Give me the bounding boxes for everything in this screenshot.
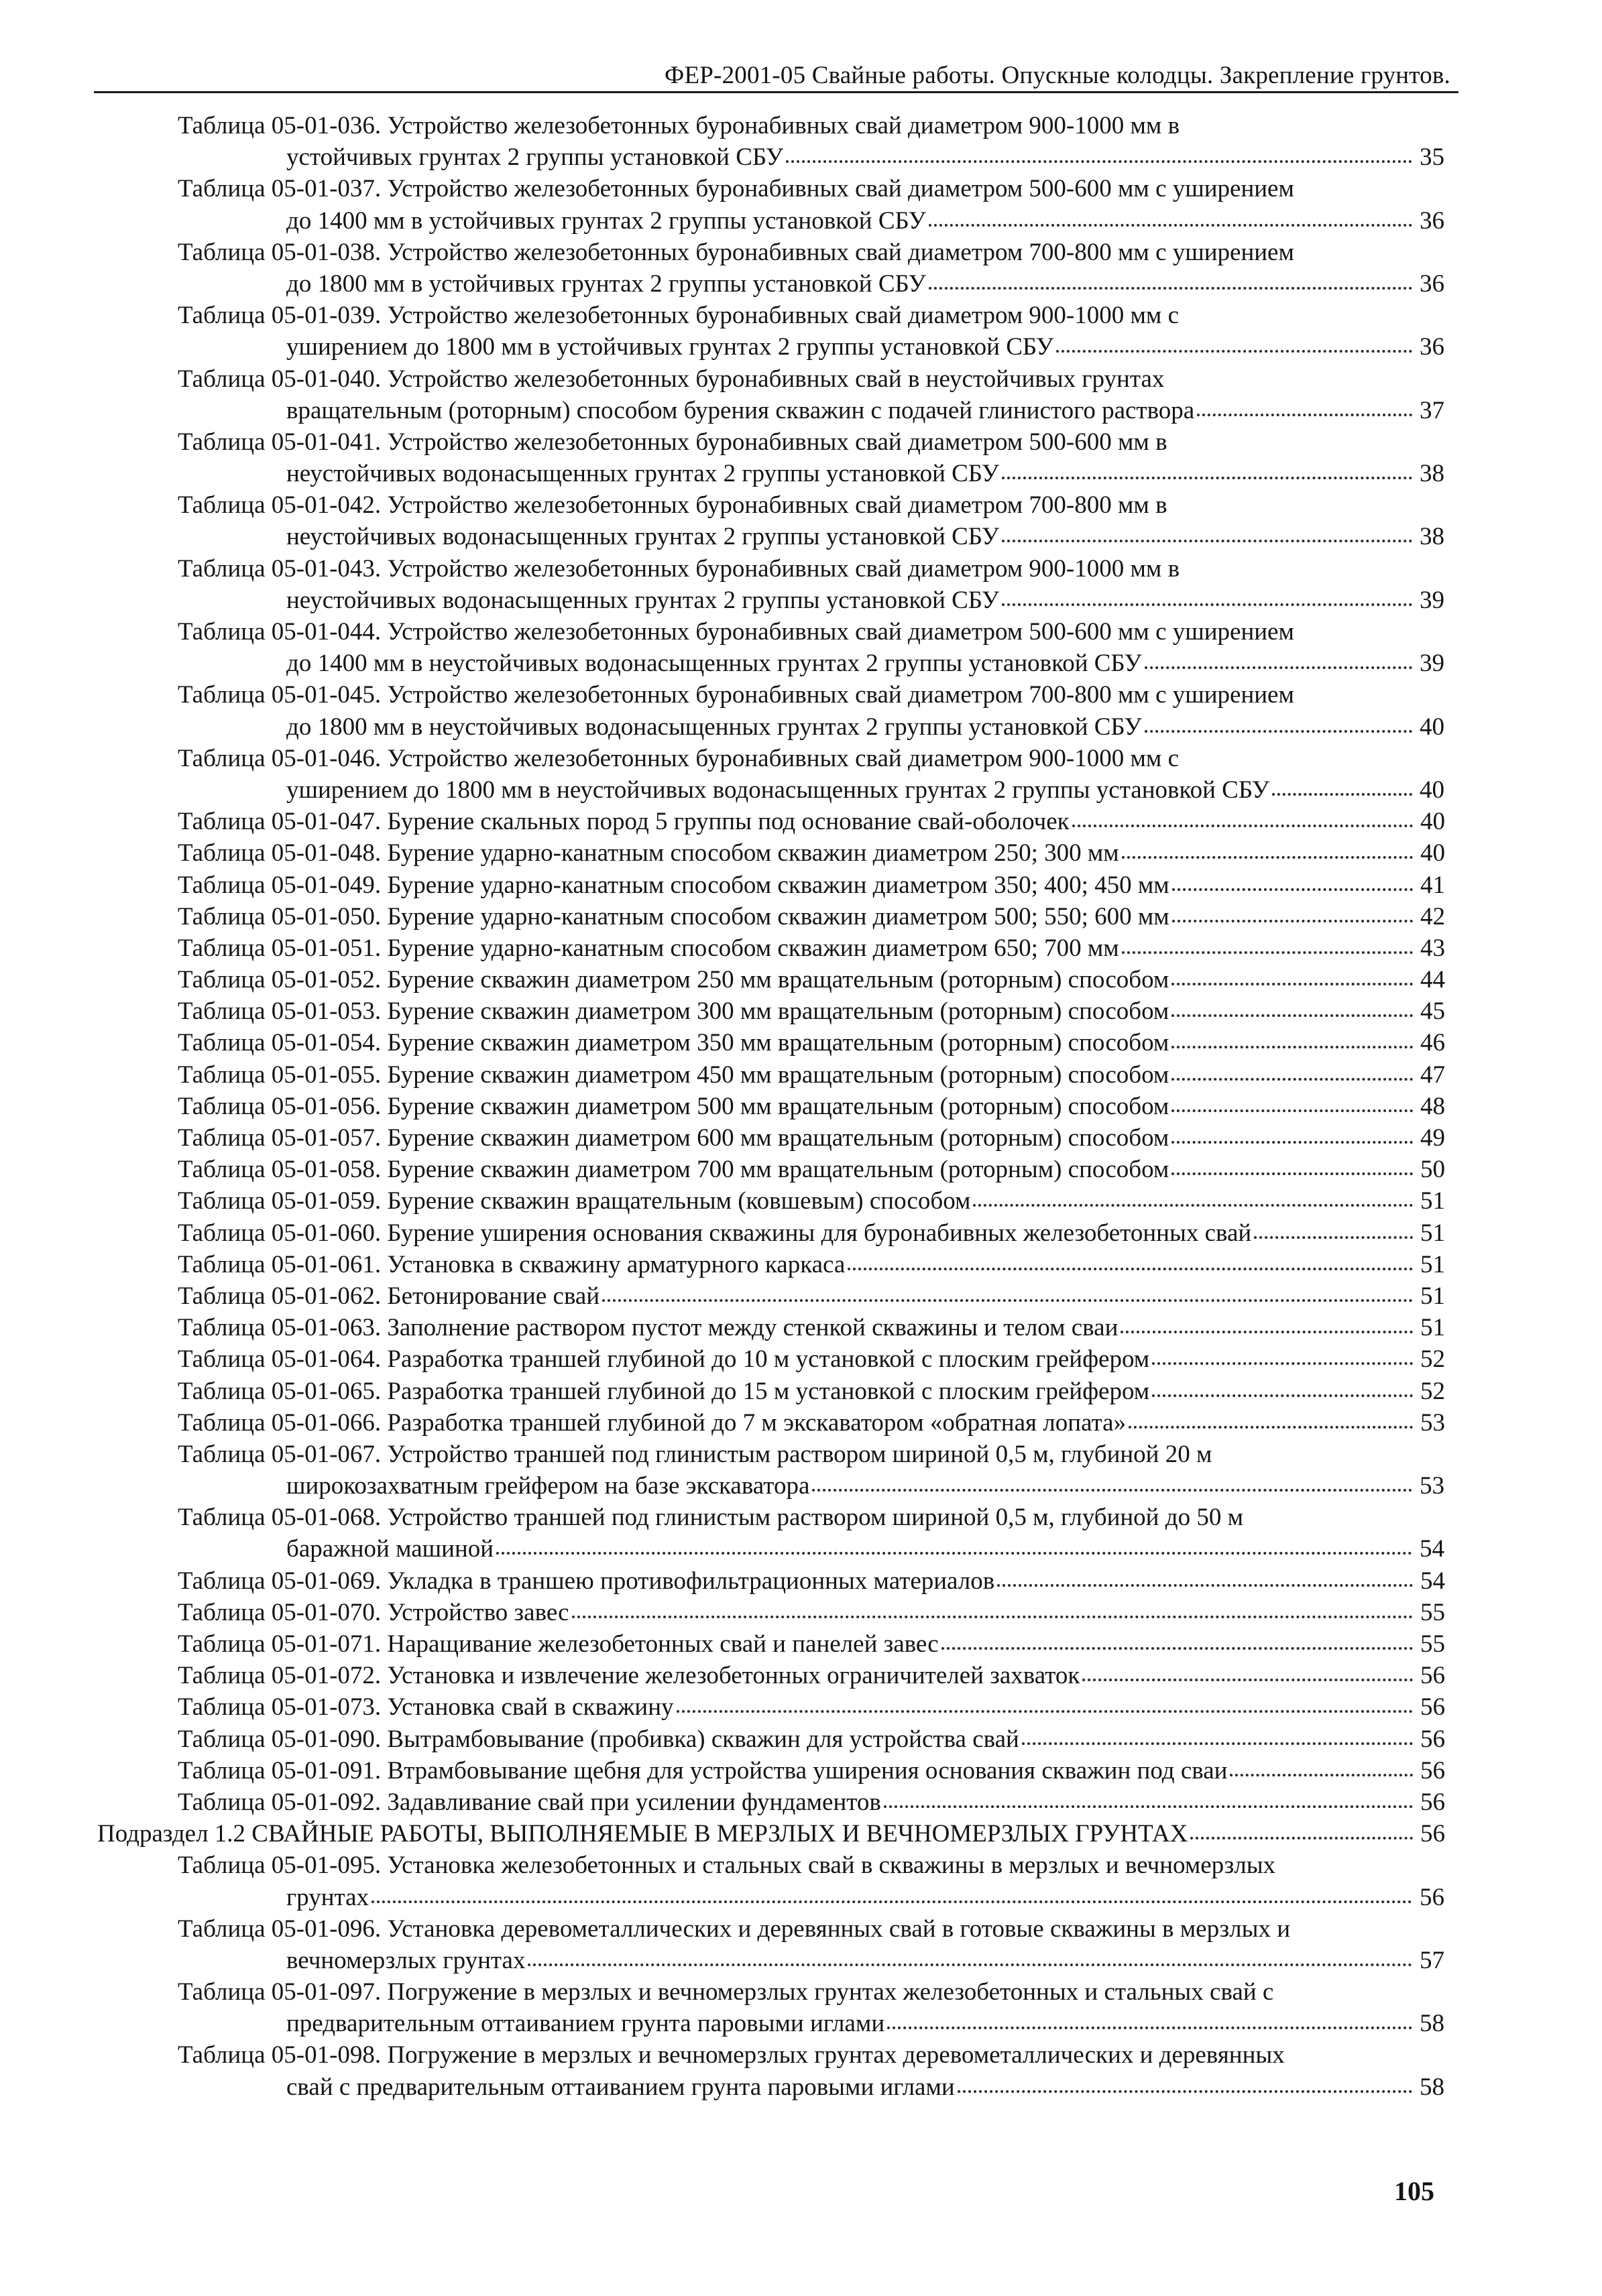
toc-page-number: 51 <box>1420 1187 1445 1215</box>
dot-leader <box>602 1299 1413 1302</box>
toc-page-number: 56 <box>1420 1725 1445 1753</box>
toc-entry-title: Таблица 05-01-091. Втрамбовывание щебня для устройства уширения основания скважин под сваи <box>178 1756 1228 1785</box>
dot-leader <box>1122 856 1413 859</box>
header-title: ФЕР-2001-05 Свайные работы. Опускные колодцы. Закрепление грунтов. <box>665 62 1450 89</box>
toc-entry <box>0 489 1602 552</box>
toc-entry <box>0 1660 1602 1691</box>
toc-entry-title: Таблица 05-01-043. Устройство железобетонных буронабивных свай диаметром 900-1000 мм в <box>178 554 1180 583</box>
toc-entry <box>0 837 1602 869</box>
dot-leader <box>1272 793 1412 796</box>
toc-entry <box>0 1565 1602 1597</box>
dot-leader <box>1022 1742 1413 1745</box>
toc-page-number: 52 <box>1420 1345 1445 1374</box>
toc-entry <box>0 1976 1602 2039</box>
toc-entry <box>0 426 1602 489</box>
dot-leader <box>958 2090 1412 2093</box>
dot-leader <box>1171 1046 1413 1048</box>
toc-entry-title: Таблица 05-01-055. Бурение скважин диаметром 450 мм вращательным (роторным) способом <box>178 1061 1169 1089</box>
toc-page-number: 40 <box>1420 839 1445 867</box>
toc-entry-title: Таблица 05-01-071. Наращивание железобетонных свай и панелей завес <box>178 1630 939 1658</box>
toc-entry-continuation: вращательным (роторным) способом бурения скважин с подачей глинистого раствора <box>286 396 1195 424</box>
toc-entry <box>0 1122 1602 1154</box>
dot-leader <box>786 160 1412 163</box>
toc-entry-title: Таблица 05-01-064. Разработка траншей глубиной до 10 м установкой с плоским грейфером <box>178 1345 1150 1374</box>
toc-entry <box>0 901 1602 932</box>
dot-leader <box>1230 1774 1413 1776</box>
toc-entry-continuation: предварительным оттаиванием грунта паровыми иглами <box>286 2010 885 2038</box>
toc-entry <box>0 1217 1602 1249</box>
toc-page-number: 36 <box>1420 269 1444 298</box>
toc-entry <box>0 1597 1602 1628</box>
toc-entry-continuation: до 1400 мм в неустойчивых водонасыщенных грунтах 2 группы установкой СБУ <box>286 650 1142 678</box>
toc-entry-title: Таблица 05-01-061. Установка в скважину арматурного каркаса <box>178 1250 846 1278</box>
toc-entry-title: Таблица 05-01-049. Бурение ударно-канатным способом скважин диаметром 350; 400; 450 мм <box>178 871 1169 899</box>
toc-page-number: 54 <box>1420 1567 1445 1595</box>
dot-leader <box>1171 983 1413 985</box>
toc-entry-title: Таблица 05-01-072. Установка и извлечение железобетонных ограничителей захваток <box>178 1662 1080 1690</box>
dot-leader <box>572 1616 1413 1618</box>
toc-entry-title: Таблица 05-01-048. Бурение ударно-канатным способом скважин диаметром 250; 300 мм <box>178 839 1119 867</box>
toc-page-number: 45 <box>1420 998 1445 1026</box>
toc-entry-title: Таблица 05-01-057. Бурение скважин диаметром 600 мм вращательным (роторным) способом <box>178 1124 1169 1152</box>
toc-entry-title: Таблица 05-01-063. Заполнение раствором пустот между стенкой скважины и телом сваи <box>178 1314 1119 1342</box>
toc-entry-continuation: баражной машиной <box>286 1535 494 1563</box>
toc-page-number: 57 <box>1420 1946 1444 1974</box>
toc-entry <box>0 1312 1602 1343</box>
toc-entry <box>0 1755 1602 1787</box>
toc-page-number: 56 <box>1420 1883 1444 1911</box>
toc-entry-title: Таблица 05-01-070. Устройство завес <box>178 1598 569 1626</box>
table-of-contents <box>0 110 1602 2103</box>
dot-leader <box>1002 540 1412 542</box>
toc-entry <box>0 743 1602 806</box>
toc-page-number: 51 <box>1420 1219 1445 1247</box>
toc-entry-title: Таблица 05-01-069. Укладка в траншею противофильтрационных материалов <box>178 1567 995 1595</box>
toc-page-number: 47 <box>1420 1061 1445 1089</box>
toc-entry <box>0 1185 1602 1217</box>
dot-leader <box>677 1710 1413 1713</box>
toc-entry <box>0 173 1602 236</box>
toc-entry <box>0 679 1602 742</box>
toc-entry-title: Таблица 05-01-090. Вытрамбовывание (пробивка) скважин для устройства свай <box>178 1725 1019 1753</box>
toc-page-number: 54 <box>1420 1535 1444 1563</box>
dot-leader <box>371 1900 1412 1903</box>
toc-entry-title: Таблица 05-01-092. Задавливание свай при усилении фундаментов <box>178 1788 881 1816</box>
toc-entry <box>0 1407 1602 1439</box>
toc-entry <box>0 616 1602 679</box>
toc-page-number: 51 <box>1420 1314 1445 1342</box>
toc-entry <box>0 806 1602 837</box>
dot-leader <box>1171 1172 1413 1175</box>
toc-entry <box>0 1502 1602 1565</box>
toc-entry-title: Таблица 05-01-059. Бурение скважин вращательным (ковшевым) способом <box>178 1187 971 1215</box>
toc-page-number: 44 <box>1420 966 1445 994</box>
toc-entry-title: Таблица 05-01-046. Устройство железобетонных буронабивных свай диаметром 900-1000 мм с <box>178 744 1179 772</box>
dot-leader <box>1056 350 1412 353</box>
toc-entry-continuation: вечномерзлых грунтах <box>286 1946 526 1974</box>
dot-leader <box>1122 951 1413 954</box>
toc-page-number: 58 <box>1420 2010 1444 2038</box>
toc-entry-continuation: неустойчивых водонасыщенных грунтах 2 группы установкой СБУ <box>286 586 999 614</box>
toc-entry-title: Таблица 05-01-073. Установка свай в скважину <box>178 1693 674 1721</box>
dot-leader <box>1172 888 1413 891</box>
toc-entry-title: Таблица 05-01-062. Бетонирование свай <box>178 1282 600 1310</box>
toc-page-number: 48 <box>1420 1092 1445 1120</box>
toc-entry-continuation: уширением до 1800 мм в неустойчивых водонасыщенных грунтах 2 группы установкой СБУ <box>286 776 1269 804</box>
toc-page-number: 56 <box>1420 1756 1445 1785</box>
toc-entry-title: Подраздел 1.2 СВАЙНЫЕ РАБОТЫ, ВЫПОЛНЯЕМЫЕ В МЕРЗЛЫХ И ВЕЧНОМЕРЗЛЫХ ГРУНТАХ <box>97 1820 1188 1848</box>
dot-leader <box>1254 1236 1413 1239</box>
dot-leader <box>1171 1141 1413 1144</box>
dot-leader <box>1190 1837 1413 1839</box>
toc-entry <box>0 1343 1602 1375</box>
page-number: 105 <box>1394 2176 1434 2206</box>
toc-entry-continuation: уширением до 1800 мм в устойчивых грунтах 2 группы установкой СБУ <box>286 333 1054 361</box>
toc-page-number: 56 <box>1420 1788 1445 1816</box>
toc-entry-title: Таблица 05-01-036. Устройство железобетонных буронабивных свай диаметром 900-1000 мм в <box>178 112 1180 139</box>
toc-page-number: 43 <box>1420 934 1445 962</box>
toc-entry-title: Таблица 05-01-068. Устройство траншей под глинистым раствором шириной 0,5 м, глубиной до 50 м <box>178 1504 1243 1532</box>
dot-leader <box>1152 1362 1413 1365</box>
dot-leader <box>528 1963 1412 1966</box>
toc-entry <box>0 2039 1602 2102</box>
toc-entry <box>0 1628 1602 1660</box>
toc-entry-title: Таблица 05-01-051. Бурение ударно-канатным способом скважин диаметром 650; 700 мм <box>178 934 1119 962</box>
toc-entry <box>0 1059 1602 1091</box>
toc-entry <box>0 1027 1602 1059</box>
toc-entry-title: Таблица 05-01-044. Устройство железобетонных буронабивных свай диаметром 500-600 мм с уширением <box>178 618 1294 646</box>
toc-page-number: 46 <box>1420 1029 1445 1057</box>
toc-page-number: 39 <box>1420 650 1444 678</box>
toc-page-number: 56 <box>1420 1820 1445 1848</box>
toc-page-number: 53 <box>1420 1472 1444 1500</box>
toc-entry <box>0 1913 1602 1976</box>
toc-entry-title: Таблица 05-01-041. Устройство железобетонных буронабивных свай диаметром 500-600 мм в <box>178 428 1167 456</box>
toc-entry-title: Таблица 05-01-060. Бурение уширения основания скважины для буронабивных железобетонных свай <box>178 1219 1252 1247</box>
toc-entry <box>0 1787 1602 1818</box>
toc-page-number: 36 <box>1420 206 1444 235</box>
dot-leader <box>1002 477 1412 479</box>
toc-entry <box>0 1154 1602 1185</box>
toc-page-number: 51 <box>1420 1282 1445 1310</box>
toc-entry <box>0 1091 1602 1122</box>
toc-entry-title: Таблица 05-01-066. Разработка траншей глубиной до 7 м экскаватором «обратная лопата» <box>178 1408 1127 1437</box>
toc-entry-title: Таблица 05-01-047. Бурение скальных пород 5 группы под основание свай-оболочек <box>178 808 1070 836</box>
toc-entry-title: Таблица 05-01-067. Устройство траншей под глинистым раствором шириной 0,5 м, глубиной 20 м <box>178 1440 1212 1468</box>
toc-entry-title: Таблица 05-01-097. Погружение в мерзлых и вечномерзлых грунтах железобетонных и стальных свай с <box>178 1978 1274 2006</box>
toc-entry-title: Таблица 05-01-045. Устройство железобетонных буронабивных свай диаметром 700-800 мм с уширением <box>178 681 1294 709</box>
toc-page-number: 55 <box>1420 1630 1445 1658</box>
toc-page-number: 35 <box>1420 143 1444 172</box>
toc-entry-title: Таблица 05-01-095. Установка железобетонных и стальных свай в скважины в мерзлых и вечномерзлых <box>178 1852 1276 1880</box>
toc-page-number: 56 <box>1420 1662 1445 1690</box>
toc-entry <box>0 1249 1602 1280</box>
toc-entry-title: Таблица 05-01-037. Устройство железобетонных буронабивных свай диаметром 500-600 мм с уширением <box>178 175 1294 203</box>
toc-entry <box>0 300 1602 363</box>
dot-leader <box>1121 1331 1413 1333</box>
toc-page-number: 56 <box>1420 1693 1445 1721</box>
toc-page-number: 40 <box>1420 776 1444 804</box>
toc-entry <box>0 1691 1602 1723</box>
toc-entry <box>0 1280 1602 1312</box>
toc-entry-title: Таблица 05-01-038. Устройство железобетонных буронабивных свай диаметром 700-800 мм с уширением <box>178 238 1294 266</box>
dot-leader <box>1129 1426 1413 1429</box>
toc-page-number: 38 <box>1420 460 1444 488</box>
dot-leader <box>887 2027 1412 2029</box>
toc-entry <box>0 964 1602 995</box>
toc-subsection <box>0 1818 1602 1850</box>
dot-leader <box>1197 414 1412 416</box>
toc-page-number: 41 <box>1420 871 1445 899</box>
dot-leader <box>1002 603 1412 606</box>
toc-entry-title: Таблица 05-01-056. Бурение скважин диаметром 500 мм вращательным (роторным) способом <box>178 1092 1169 1120</box>
dot-leader <box>1172 920 1413 922</box>
dot-leader <box>929 287 1412 290</box>
dot-leader <box>941 1647 1413 1650</box>
toc-entry-title: Таблица 05-01-050. Бурение ударно-канатным способом скважин диаметром 500; 550; 600 мм <box>178 902 1169 930</box>
toc-entry <box>0 237 1602 300</box>
toc-page-number: 40 <box>1420 808 1445 836</box>
toc-page-number: 39 <box>1420 586 1444 614</box>
toc-entry-continuation: свай с предварительным оттаиванием грунта паровыми иглами <box>286 2073 955 2101</box>
toc-entry-title: Таблица 05-01-096. Установка деревометаллических и деревянных свай в готовые скважины в мерзлых и <box>178 1915 1291 1943</box>
toc-page-number: 52 <box>1420 1377 1445 1405</box>
toc-entry-title: Таблица 05-01-042. Устройство железобетонных буронабивных свай диаметром 700-800 мм в <box>178 491 1167 520</box>
toc-entry-title: Таблица 05-01-040. Устройство железобетонных буронабивных свай в неустойчивых грунтах <box>178 365 1165 393</box>
toc-entry <box>0 1850 1602 1913</box>
toc-entry-title: Таблица 05-01-058. Бурение скважин диаметром 700 мм вращательным (роторным) способом <box>178 1156 1169 1184</box>
toc-entry-continuation: неустойчивых водонасыщенных грунтах 2 группы установкой СБУ <box>286 460 999 488</box>
toc-entry <box>0 869 1602 901</box>
toc-entry <box>0 1439 1602 1502</box>
toc-entry-continuation: неустойчивых водонасыщенных грунтах 2 группы установкой СБУ <box>286 523 999 551</box>
toc-page-number: 58 <box>1420 2073 1444 2101</box>
toc-entry <box>0 363 1602 426</box>
dot-leader <box>1152 1394 1413 1397</box>
toc-entry-title: Таблица 05-01-052. Бурение скважин диаметром 250 мм вращательным (роторным) способом <box>178 966 1169 994</box>
dot-leader <box>848 1268 1413 1270</box>
dot-leader <box>1145 666 1412 669</box>
toc-page-number: 40 <box>1420 713 1444 741</box>
dot-leader <box>496 1552 1412 1555</box>
toc-entry-title: Таблица 05-01-053. Бурение скважин диаметром 300 мм вращательным (роторным) способом <box>178 998 1169 1026</box>
toc-entry-title: Таблица 05-01-065. Разработка траншей глубиной до 15 м установкой с плоским грейфером <box>178 1377 1150 1405</box>
toc-page-number: 51 <box>1420 1250 1445 1278</box>
running-header <box>94 52 1458 93</box>
toc-page-number: 42 <box>1420 902 1445 930</box>
toc-entry <box>0 932 1602 964</box>
toc-page-number: 36 <box>1420 333 1444 361</box>
toc-entry <box>0 995 1602 1027</box>
toc-entry <box>0 553 1602 616</box>
toc-entry-continuation: до 1800 мм в устойчивых грунтах 2 группы установкой СБУ <box>286 269 926 298</box>
toc-entry-continuation: до 1400 мм в устойчивых грунтах 2 группы установкой СБУ <box>286 206 926 235</box>
toc-entry-title: Таблица 05-01-054. Бурение скважин диаметром 350 мм вращательным (роторным) способом <box>178 1029 1169 1057</box>
toc-page-number: 49 <box>1420 1124 1445 1152</box>
toc-entry <box>0 1724 1602 1755</box>
toc-entry-continuation: грунтах <box>286 1883 369 1911</box>
toc-entry-continuation: до 1800 мм в неустойчивых водонасыщенных грунтах 2 группы установкой СБУ <box>286 713 1142 741</box>
dot-leader <box>973 1204 1413 1207</box>
dot-leader <box>1171 1078 1413 1081</box>
toc-page-number: 50 <box>1420 1156 1445 1184</box>
toc-entry <box>0 110 1602 173</box>
dot-leader <box>1171 1109 1413 1112</box>
dot-leader <box>997 1584 1413 1587</box>
toc-page-number: 53 <box>1420 1408 1445 1437</box>
toc-page-number: 55 <box>1420 1598 1445 1626</box>
toc-page-number: 37 <box>1420 396 1444 424</box>
dot-leader <box>1072 825 1413 827</box>
dot-leader <box>1171 1014 1413 1017</box>
dot-leader <box>1145 730 1412 733</box>
toc-page-number: 38 <box>1420 523 1444 551</box>
dot-leader <box>812 1489 1412 1492</box>
toc-entry-continuation: устойчивых грунтах 2 группы установкой СБУ <box>286 143 784 172</box>
toc-entry-continuation: широкозахватным грейфером на базе экскаватора <box>286 1472 810 1500</box>
dot-leader <box>929 224 1412 227</box>
toc-entry <box>0 1376 1602 1407</box>
dot-leader <box>1082 1679 1413 1681</box>
dot-leader <box>884 1805 1413 1808</box>
toc-entry-title: Таблица 05-01-098. Погружение в мерзлых и вечномерзлых грунтах деревометаллических и деревянных <box>178 2041 1285 2069</box>
toc-entry-title: Таблица 05-01-039. Устройство железобетонных буронабивных свай диаметром 900-1000 мм с <box>178 302 1179 330</box>
